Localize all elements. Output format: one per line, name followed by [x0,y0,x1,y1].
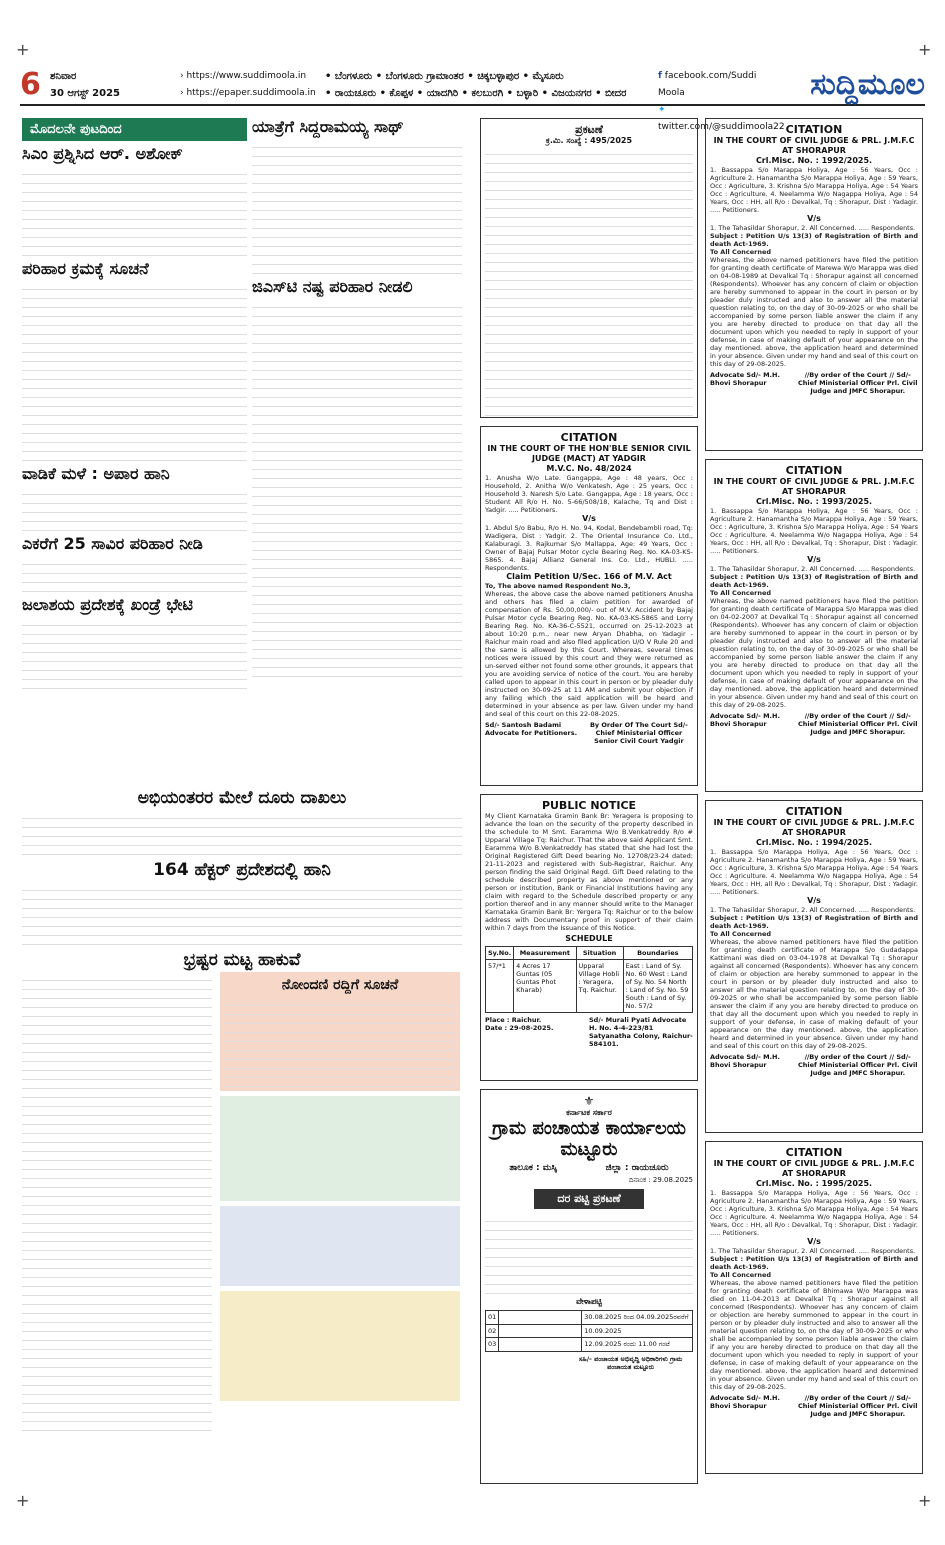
notice-title: ನೋಂದಣಿ ರದ್ದಿಗೆ ಸೂಚನೆ [281,977,399,993]
lower-news-section [22,785,462,1505]
citation-box-1994: CITATION IN THE COURT OF CIVIL JUDGE & PRL. J.M.F.C AT SHORAPUR Crl.Misc. No. : 1994/2025. 1. Bassappa S/o Marappa Holiya, Age : 56 Years, Occ : Agriculture 2. Hanamantha S/o Marappa Holiya, Age : 59 Years, Occ : Agriculture, 3. Krishna S/o Marappa Holiya, Age : 54 Years Occ : Agriculture. 4. Neelamma W/o Nagappa Holiya, Age : 54 Years, Occ : HH, all R/o : Devalkal, Tq : Shorapur, Dist : Yadagir. ..... Petitioners. V/s 1. The Tahasildar Shorapur, 2. All Concerned. ..... Respondents. Subject : Petition U/s 13(3) of Registration of Birth and death Act-1969. To All Concerned Whereas, the above named petitioners have filed the petition for granting death certificate of Marappa S/o Gudadappa Kattimani was died on 03-04-1978 at Devalkal Tq : Shorapur against all concerned (Respondents). Whoever has any concern of claim or objection are hereby summoned to appear in the court in person or by pleader duly instructed and also to answer all the material question relating to, on the day of 30-09-2025 or who shall be accompanied by some person liable answer the claim if any you are hereby directed to produce on that day all the document upon which you needed to reply in support of your defense, in case of making default of your appearance on the day mentioned. above, the application heard and determined in your absence. Given under my hand and seal of this court on this day of 29-08-2025. Advocate Sd/- M.H. Bhovi Shorapur //By order of the Court // Sd/- Chief Ministerial Officer Prl. Civil Judge and JMFC Shorapur. [705,800,923,1133]
table-row: 03 12.09.2025 ರಂದು 11.00 ಗಂಟೆ [486,1338,693,1352]
headline-yatra: ಯಾತ್ರೆಗೆ ಸಿದ್ದರಾಮಯ್ಯ ಸಾಥ್ [252,118,404,136]
public-notice-title: PUBLIC NOTICE [541,799,637,812]
citation-title: CITATION [560,431,618,444]
citation-to: To, The above named Respondent No.3, [485,582,631,590]
website-link[interactable]: › https://www.suddimoola.in [180,71,307,81]
table-row: 02 10.09.2025 [486,1325,693,1338]
citation-mact [480,426,698,786]
column-citations [705,118,923,1482]
schedule-title: SCHEDULE [565,934,613,943]
gp-signature: ಸಹಿ/- ಪಂಚಾಯತ ಅಭಿವೃದ್ಧಿ ಅಧಿಕಾರಿಗಳು ಗ್ರಾಮ ಪಂಚಾಯತ ಮಟ್ಟೂರು [578,1355,683,1371]
info-box-green [220,1096,460,1201]
article-body [22,486,247,531]
citation-respondents: 1. Abdul S/o Babu, R/o H. No. 94, Kodal, Bendebambli road, Tq: Wadigera, Dist : Yadgir. 2. The Oriental Insurance Co. Ltd., Kalaburagi. 3. Rajkumar S/o Mallappa, Age: 49 Years, Occ : Owner of Bajaj Pulsar Motor cycle Bearing Reg. No. KA-03-KS-5865. 4. Bajaj Allianz General Ins. Co. Ltd., HUBLI. ..... Respondents. [485,524,693,572]
citation-body: Whereas, the above case the above named petitioners Anusha and others has filed a claim petition for awarded of compensation of Rs. 50,00,000/- out of M.V. Accident by Bajaj Pulsar Motor cycle Bearing Reg. No. KA-03-KS-5865 and Lorry Bearing Reg. No. KA-36-C-5521, occurred on 25-12-2023 at about 10:20 p.m., near new Aryan Dhabha, on Yadagir - Raichur main road and also filed application U/O V Rule 20 and the same is allowed by this Court. Whereas, several times notices were issued by this court and they were returned as un-served either not found some other grounds, it appears that you are avoiding service of notice of the court. You are hereby called upon to appear in this court in person or by pleader duly instructed on 30-09-25 at 11 AM and submit your objection if any failing which the said application will be heard and determined in your absence as per law. Given under my hand and seal of this court on this 22-08-2025. [485,590,693,718]
prakatane-case: ಕ್ರ.ಮಿ. ಸಂಖ್ಯೆ : 495/2025 [545,136,633,145]
citation-vs: V/s [582,514,596,523]
citation-petitioners: 1. Anusha W/o Late. Gangappa, Age : 48 years, Occ : Household, 2. Anitha W/o Venkatesh, Age : 25 years, Occ : Household 3. Naresh S/o Late. Gangappa, Age : 18 years, Occ : Student All R/o H. No. 5-66/508/18, Kalache, Tq and Dist : Yadgir. ..... Petitioners. [485,474,693,514]
article-body [22,556,247,592]
gp-state: ಕರ್ನಾಟಕ ಸರ್ಕಾರ [566,1108,612,1117]
info-box-yellow [220,1291,460,1401]
citation-box-1995: CITATION IN THE COURT OF CIVIL JUDGE & PRL. J.M.F.C AT SHORAPUR Crl.Misc. No. : 1995/2025. 1. Bassappa S/o Marappa Holiya, Age : 56 Years, Occ : Agriculture 2. Hanamantha S/o Marappa Holiya, Age : 59 Years, Occ : Agriculture, 3. Krishna S/o Marappa Holiya, Age : 54 Years Occ : Agriculture. 4. Neelamma W/o Nagappa Holiya, Age : 54 Years, Occ : HH, all R/o : Devalkal, Tq : Shorapur, Dist : Yadagir. ..... Petitioners. V/s 1. The Tahasildar Shorapur, 2. All Concerned. ..... Respondents. Subject : Petition U/s 13(3) of Registration of Birth and death Act-1969. To All Concerned Whereas, the above named petitioners have filed the petition for granting death certificate of Bhimawa W/o Marappa was died on 11-04-2013 at Devalkal Tq : Shorapur against all concerned (Respondents). Whoever has any concern of claim or objection are hereby summoned to appear in the court in person or by pleader duly instructed and also to answer all the material question relating to, on the day of 30-09-2025 or who shall be accompanied by some person liable answer the claim if any you are hereby directed to produce on that day all the document upon which you needed to reply in support of your defense, in case of making default of your appearance on the day mentioned. above, the application heard and determined in your absence. Given under my hand and seal of this court on this day of 29-08-2025. Advocate Sd/- M.H. Bhovi Shorapur //By order of the Court // Sd/- Chief Ministerial Officer Prl. Civil Judge and JMFC Shorapur. [705,1141,923,1474]
headline-gst: ಜಿಎಸ್‌ಟಿ ನಷ್ಟ ಪರಿಹಾರ ನೀಡಲಿ [252,277,413,296]
public-notice [480,794,698,1081]
headline-parihara: ಪರಿಹಾರ ಕ್ರಮಕ್ಕೆ ಸೂಚನೆ [22,259,149,278]
registration-cancel-notice [220,972,460,1091]
article-body [22,810,462,855]
article-body [22,281,247,461]
public-signature: Sd/- Murali Pyati Advocate H. No. 4-4-223/81 Satyanatha Colony, Raichur-584101. [589,1016,693,1048]
twitter-icon: ✦ [658,105,666,115]
gp-banner: ದರ ಪಟ್ಟಿ ಪ್ರಕಟಣೆ [534,1189,644,1209]
citation-sig-left: Sd/- Santosh Badami Advocate for Petitioners. [485,721,578,737]
registration-mark-bottom-right: + [918,1491,932,1510]
gp-taluk: ತಾಲೂಕ : ಮಸ್ಕಿ [509,1163,557,1173]
citation-claim: Claim Petition U/Sec. 166 of M.V. Act [506,572,672,581]
public-place: Place : Raichur. [485,1016,542,1024]
article-body [22,972,212,1431]
registration-mark-bottom-left: + [16,1491,30,1510]
day-label: ಶನಿವಾರ [50,71,77,82]
headline-reservoir: ಜಲಾಶಯ ಪ್ರದೇಶಕ್ಕೆ ಖಂಡ್ರೆ ಭೇಟಿ [22,595,193,614]
headline-corruption: ಭ್ರಷ್ಟರ ಮಟ್ಟ ಹಾಕುವೆ [183,950,301,970]
headline-hectare: 164 ಹೆಕ್ಟರ್ ಪ್ರದೇಶದಲ್ಲಿ ಹಾನಿ [153,860,331,880]
section-banner: ಮೊದಲನೇ ಪುಟದಿಂದ [22,118,247,141]
cities-row-2: • ರಾಯಚೂರು • ಕೊಪ್ಪಳ • ಯಾದಗಿರಿ • ಕಲಬುರಗಿ • ಬಳ್ಳಾರಿ • ವಿಜಯನಗರ • ಬೀದರ [325,88,627,99]
registration-mark-top-left: + [16,40,30,59]
facebook-link[interactable]: f facebook.com/Suddi Moola [658,71,757,98]
headline-complaint: ಅಭಿಯಂತರರ ಮೇಲೆ ದೂರು ದಾಖಲು [137,788,347,808]
cities-row-1: • ಬೆಂಗಳೂರು • ಬೆಂಗಳೂರು ಗ್ರಾಮಾಂತರ • ಚಿಕ್ಕಬಳ್ಳಾಪುರ • ಮೈಸೂರು [325,71,564,82]
article-body [22,882,462,945]
page-number: 6 [20,67,41,102]
article-body [252,139,462,274]
citation-sig-right: By Order Of The Court Sd/- Chief Ministerial Officer Senior Civil Court Yadgir [589,721,688,745]
prakatane-notice [480,118,698,418]
facebook-icon: f [658,71,662,81]
public-notice-body: My Client Karnataka Gramin Bank Br: Yeragera is proposing to advance the loan on the security of the property described in the schedule to M Smt. Earamma W/o B.Venkatreddy R/o # Upparal Village Tq: Raichur. That the above said Applicant Smt. Earamma W/o B.Venkatreddy has stated that she had lost the Original Registered Gift Deed bearing No. 12708/23-24 dated: 21-11-2023 and registered with Sub-Registrar, Raichur. Any person finding the said Original Regd. Gift Deed relating to the schedule described property as above mentioned or any person or institution, Bank or Financial Institutions having any claim with regard to the Schedule described property or any portion thereof and in any manner should write to the Manager Karnataka Gramin Bank Br: Yergera Tq: Raichur or to the below address with Documentary proof in support of their claim within 7 days from the Issuance of this Notice. [485,812,693,932]
gp-schedule-title: ವೇಳಾಪಟ್ಟಿ [576,1297,602,1306]
column-news-left [22,118,247,778]
article-body [22,617,247,689]
headline-compensation: ಎಕರೆಗೆ 25 ಸಾವಿರ ಪರಿಹಾರ ನೀಡಿ [22,534,203,553]
city-list [325,68,655,102]
url-list [180,68,330,102]
citation-box-1993: CITATION IN THE COURT OF CIVIL JUDGE & PRL. J.M.F.C AT SHORAPUR Crl.Misc. No. : 1993/2025. 1. Bassappa S/o Marappa Holiya, Age : 56 Years, Occ : Agriculture 2. Hanamantha S/o Marappa Holiya, Age : 59 Years, Occ : Agriculture, 3. Krishna S/o Marappa Holiya, Age : 54 Years Occ : Agriculture. 4. Neelamma W/o Nagappa Holiya, Age : 54 Years, Occ : HH, all R/o : Devalkal, Tq : Shorapur, Dist : Yadagir. ..... Petitioners. V/s 1. The Tahasildar Shorapur, 2. All Concerned. ..... Respondents. Subject : Petition U/s 13(3) of Registration of Birth and death Act-1969. To All Concerned Whereas, the above named petitioners have filed the petition for granting death certificate of Marappa S/o Marappa was died on 04-02-2007 at Devalkal Tq : Shorapur against all concerned (Respondents). Whoever has any concern of claim or objection are hereby summoned to appear in the court in person or by pleader duly instructed and also to answer all the material question relating to, on the day of 30-09-2025 or who shall be accompanied by some person liable answer the claim if any you are hereby directed to produce on that day all the document upon which you needed to reply in support of your defense, in case of making default of your appearance on the day mentioned. above, the application heard and determined in your absence. Given under my hand and seal of this court on this day of 29-08-2025. Advocate Sd/- M.H. Bhovi Shorapur //By order of the Court // Sd/- Chief Ministerial Officer Prl. Civil Judge and JMFC Shorapur. [705,459,923,792]
citation-case: M.V.C. No. 48/2024 [546,464,632,473]
headline-rain: ವಾಡಿಕೆ ಮಳೆ : ಅಪಾರ ಹಾನಿ [22,464,170,483]
twitter-link[interactable]: ✦ twitter.com/@suddimoola22 [658,105,785,132]
article-body [252,299,462,677]
table-row: 01 30.08.2025 ರಿಂದ 04.09.2025ರವರೆಗೆ [486,1311,693,1325]
emblem-icon: ⚜ [583,1094,595,1108]
info-box-blue [220,1206,460,1286]
table-row: 57/*1 4 Acres 17 Guntas (05 Guntas Phot Kharab) Upparal Village Hobli : Yeragera, Tq. Raichur. East : Land of Sy. No. 60 West : Land of Sy. No. 54 North : Land of Sy. No. 59 South : Land of Sy. No. 57/2 [486,960,693,1013]
gp-title: ಗ್ರಾಮ ಪಂಚಾಯತ ಕಾರ್ಯಾಲಯ ಮಟ್ಟೂರು [492,1118,686,1160]
date-label: 30 ಆಗಸ್ಟ್ 2025 [50,88,120,99]
prakatane-title: ಪ್ರಕಟಣೆ [575,123,603,136]
epaper-link[interactable]: › https://epaper.suddimoola.in [180,88,316,98]
gp-date: ದಿನಾಂಕ : 29.08.2025 [628,1176,693,1184]
headline-ashok: ಸಿಎಂ ಪ್ರಶ್ನಿಸಿದ ಆರ್. ಅಶೋಕ್ [22,144,183,163]
gp-district: ಜಿಲ್ಲಾ : ರಾಯಚೂರು [605,1163,669,1173]
column-notices [480,118,698,1492]
schedule-table: Sy.No. Measurement Situation Boundaries 57/*1 4 Acres 17 Guntas (05 Guntas Phot Kharab) Upparal Village Hobli : Yeragera, Tq. Raichur. East : Land of Sy. No. 60 West : Land of Sy. No. 54 North : Land of Sy. No. 59 South : Land of Sy. No. 57/2 [485,946,693,1013]
article-body [22,166,247,256]
citation-box-1992: CITATION IN THE COURT OF CIVIL JUDGE & PRL. J.M.F.C AT SHORAPUR Crl.Misc. No. : 1992/2025. 1. Bassappa S/o Marappa Holiya, Age : 56 Years, Occ : Agriculture 2. Hanamantha S/o Marappa Holiya, Age : 59 Years, Occ : Agriculture, 3. Krishna S/o Marappa Holiya, Age : 54 Years Occ : Agriculture. 4. Neelamma W/o Nagappa Holiya, Age : 54 Years, Occ : HH, all R/o : Devalkal, Tq : Shorapur, Dist : Yadagir. ..... Petitioners. V/s 1. The Tahasildar Shorapur, 2. All Concerned. ..... Respondents. Subject : Petition U/s 13(3) of Registration of Birth and death Act-1969. To All Concerned Whereas, the above named petitioners have filed the petition for granting death certificate of Marewa W/o Marappa was died on 04-08-1989 at Devalkal Tq : Shorapur against all concerned (Respondents). Whoever has any concern of claim or objection are hereby summoned to appear in the court in person or by pleader duly instructed and also to answer all the material question relating to, on the day of 30-09-2025 or who shall be accompanied by some person liable answer the claim if any you are hereby directed to produce on that day all the document upon which you needed to reply in support of your defense, in case of making default of your appearance on the day mentioned. above, the application heard and determined in your absence. Given under my hand and seal of this court on this day of 29-08-2025. Advocate Sd/- M.H. Bhovi Shorapur //By order of the Court // Sd/- Chief Ministerial Officer Prl. Civil Judge and JMFC Shorapur. [705,118,923,451]
gram-panchayat-notice [480,1089,698,1484]
date-box [50,68,170,102]
gp-schedule-table [485,1310,693,1352]
registration-mark-top-right: + [918,40,932,59]
column-news-middle [252,118,462,778]
citation-court: IN THE COURT OF THE HON'BLE SENIOR CIVIL JUDGE (MACT) AT YADGIR [487,444,691,463]
brand-logo: ಸುದ್ದಿಮೂಲ [810,67,925,102]
public-date: Date : 29-08-2025. [485,1024,554,1032]
